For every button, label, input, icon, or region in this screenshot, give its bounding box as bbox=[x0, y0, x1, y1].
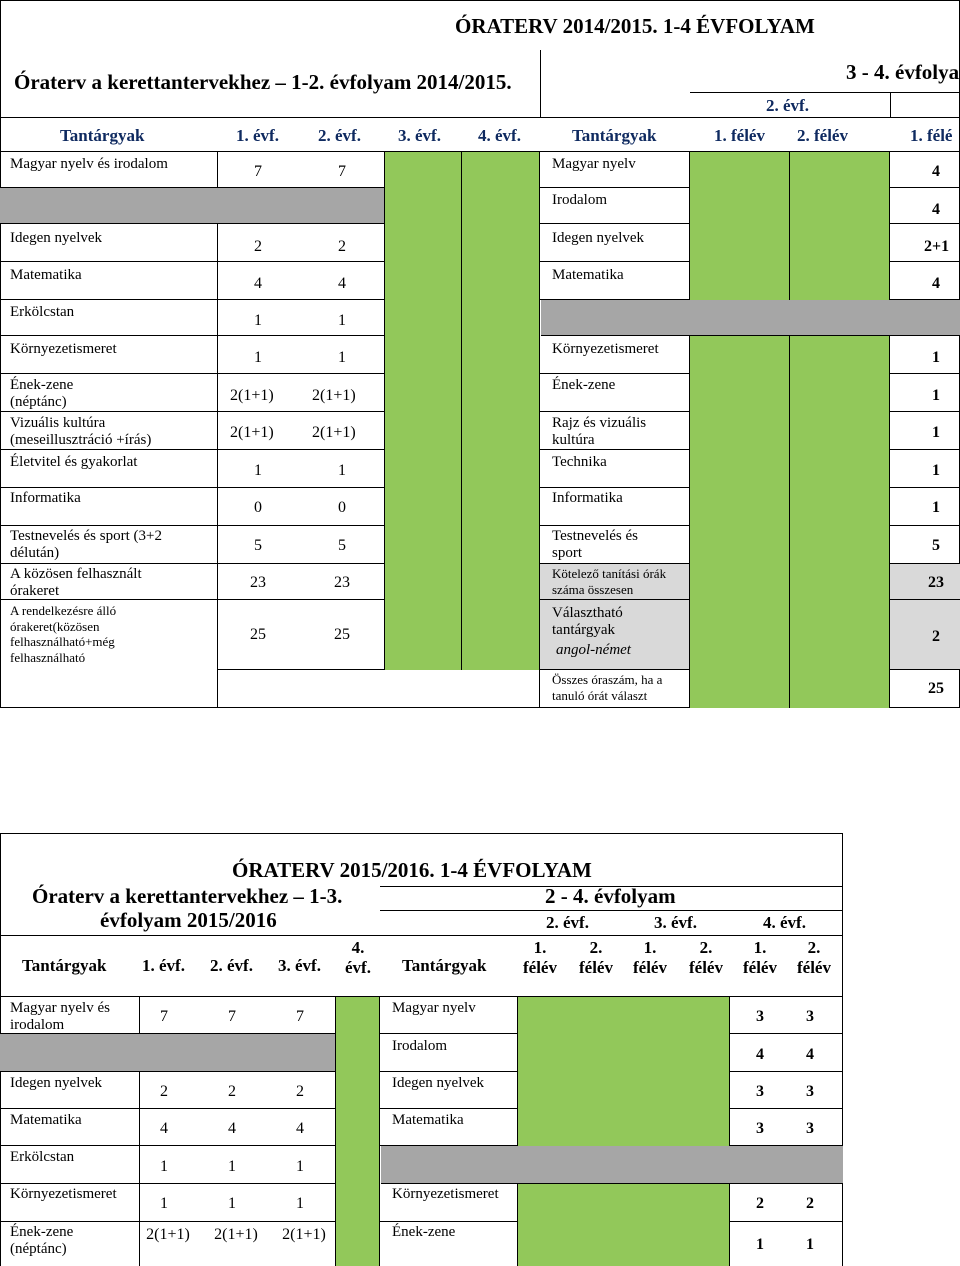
subject-label-right: Idegen nyelvek bbox=[552, 230, 645, 246]
header-year-2: 2. évf. bbox=[210, 956, 253, 975]
value-right: 25 bbox=[928, 680, 944, 697]
value-year-2: 1 bbox=[228, 1195, 236, 1212]
header-year-2: 2. évf. bbox=[318, 126, 361, 145]
header-subjects: Tantárgyak bbox=[60, 126, 145, 145]
table-title: ÓRATERV 2015/2016. 1-4 ÉVFOLYAM bbox=[232, 858, 592, 882]
divider bbox=[0, 935, 843, 936]
header-subjects: Tantárgyak bbox=[22, 956, 107, 975]
subject-label: Magyar nyelv és irodalom bbox=[10, 1000, 110, 1034]
value-year-3: 1 bbox=[296, 1195, 304, 1212]
header-semester: 1. félév bbox=[743, 938, 777, 977]
value-year-3: 1 bbox=[296, 1158, 304, 1175]
value-year-1: 0 bbox=[254, 499, 262, 516]
value-year-3: 4 bbox=[296, 1120, 304, 1137]
value-year-1: 1 bbox=[254, 462, 262, 479]
cell bbox=[730, 1222, 843, 1266]
value-right: 2 bbox=[932, 628, 940, 645]
value-right: 1 bbox=[932, 424, 940, 441]
cell bbox=[730, 1109, 843, 1146]
value-year-2: 25 bbox=[334, 626, 350, 643]
cell bbox=[730, 1034, 843, 1072]
value-year-1: 2 bbox=[254, 238, 262, 255]
year-label: 4. évf. bbox=[763, 913, 806, 932]
value-right: 5 bbox=[932, 537, 940, 554]
green-column bbox=[518, 997, 730, 1266]
subject-label-right: Idegen nyelvek bbox=[392, 1075, 485, 1091]
value-year-1: 25 bbox=[250, 626, 266, 643]
year-label: 2. évf. bbox=[546, 913, 589, 932]
subject-label-right: angol-német bbox=[556, 642, 631, 658]
value-right: 1 bbox=[932, 349, 940, 366]
subject-label: Életvitel és gyakorlat bbox=[10, 454, 138, 470]
subject-label-right: Kötelező tanítási órák száma összesen bbox=[552, 566, 667, 597]
subject-label-right: Rajz és vizuális kultúra bbox=[552, 415, 647, 449]
value-year-2: 1 bbox=[228, 1158, 236, 1175]
value-year-1: 2(1+1) bbox=[146, 1226, 190, 1243]
header-year-4: 4. évf. bbox=[345, 938, 371, 977]
value-year-1: 23 bbox=[250, 574, 266, 591]
subject-label-right: Testnevelés és sport bbox=[552, 528, 639, 562]
header-year-1: 1. évf. bbox=[142, 956, 185, 975]
subject-label-right: Választható tantárgyak bbox=[552, 605, 623, 639]
header-year-3: 3. évf. bbox=[398, 126, 441, 145]
subject-label-right: Matematika bbox=[392, 1112, 464, 1128]
subject-label: Ének-zene (néptánc) bbox=[10, 377, 74, 411]
value-year-2: 7 bbox=[338, 163, 346, 180]
subject-label: Környezetismeret bbox=[10, 1186, 117, 1202]
cell bbox=[140, 1072, 336, 1109]
grey-row bbox=[381, 1146, 843, 1184]
cell bbox=[730, 997, 843, 1034]
value-year-1: 2(1+1) bbox=[230, 424, 274, 441]
subject-label: Matematika bbox=[10, 1112, 82, 1128]
subject-label-right: Informatika bbox=[552, 490, 623, 506]
value-semester-1: 4 bbox=[756, 1046, 764, 1063]
subject-label: A rendelkezésre álló órakeret(közösen felhasználható+még felhasználható bbox=[10, 603, 117, 665]
subject-label-right: Magyar nyelv bbox=[552, 156, 636, 172]
header-semester: 1. félév bbox=[633, 938, 667, 977]
value-year-1: 2(1+1) bbox=[230, 387, 274, 404]
value-year-2: 4 bbox=[338, 275, 346, 292]
value-year-2: 2(1+1) bbox=[312, 424, 356, 441]
cell bbox=[730, 1184, 843, 1222]
subject-label-right: Ének-zene bbox=[392, 1224, 456, 1240]
right-year-label: 2. évf. bbox=[766, 96, 809, 115]
cell bbox=[140, 997, 336, 1034]
header-subjects-right: Tantárgyak bbox=[572, 126, 657, 145]
value-year-2: 2(1+1) bbox=[214, 1226, 258, 1243]
subject-label: Vizuális kultúra (meseillusztráció +írás) bbox=[10, 415, 152, 449]
value-right: 1 bbox=[932, 387, 940, 404]
subject-label: Idegen nyelvek bbox=[10, 1075, 103, 1091]
value-year-3: 7 bbox=[296, 1008, 304, 1025]
subject-label-right: Irodalom bbox=[392, 1038, 447, 1054]
cell bbox=[140, 1109, 336, 1146]
subject-label: Magyar nyelv és irodalom bbox=[10, 156, 168, 172]
divider bbox=[380, 910, 843, 911]
value-semester-2: 3 bbox=[806, 1008, 814, 1025]
value-year-1: 1 bbox=[160, 1195, 168, 1212]
subject-label-right: Irodalom bbox=[552, 192, 607, 208]
grey-row bbox=[0, 1034, 336, 1072]
value-right: 1 bbox=[932, 462, 940, 479]
value-year-2: 23 bbox=[334, 574, 350, 591]
subject-label: A közösen felhasznált órakeret bbox=[10, 566, 142, 600]
subject-label: Idegen nyelvek bbox=[10, 230, 103, 246]
value-right: 4 bbox=[932, 275, 940, 292]
value-year-1: 5 bbox=[254, 537, 262, 554]
subject-label: Ének-zene (néptánc) bbox=[10, 1224, 74, 1258]
header-semester: 2. félév bbox=[797, 938, 831, 977]
table-title: ÓRATERV 2014/2015. 1-4 ÉVFOLYAM bbox=[455, 14, 815, 38]
left-section-title: évfolyam 2015/2016 bbox=[100, 908, 277, 932]
header-semester-1: 1. félév bbox=[714, 126, 765, 145]
header-semester: 2. félév bbox=[689, 938, 723, 977]
header-year-4: 4. évf. bbox=[478, 126, 521, 145]
value-year-1: 2 bbox=[160, 1083, 168, 1100]
value-year-2: 0 bbox=[338, 499, 346, 516]
value-year-1: 1 bbox=[254, 312, 262, 329]
value-semester-1: 2 bbox=[756, 1195, 764, 1212]
value-year-3: 2(1+1) bbox=[282, 1226, 326, 1243]
value-year-2: 2 bbox=[338, 238, 346, 255]
subject-label: Testnevelés és sport (3+2 délután) bbox=[10, 528, 162, 562]
left-section-title: Óraterv a kerettantervekhez – 1-2. évfolyam 2014/2015. bbox=[14, 70, 512, 94]
value-year-2: 1 bbox=[338, 349, 346, 366]
year-label: 3. évf. bbox=[654, 913, 697, 932]
value-right: 2+1 bbox=[924, 238, 950, 255]
value-semester-2: 2 bbox=[806, 1195, 814, 1212]
subject-label-right: Matematika bbox=[552, 267, 624, 283]
value-year-1: 4 bbox=[254, 275, 262, 292]
value-semester-2: 4 bbox=[806, 1046, 814, 1063]
subject-label-right: Ének-zene bbox=[552, 377, 616, 393]
value-right: 4 bbox=[932, 201, 940, 218]
cell bbox=[140, 1146, 336, 1184]
subject-label-right: Környezetismeret bbox=[552, 341, 659, 357]
value-year-2: 1 bbox=[338, 312, 346, 329]
header-semester-3: 1. félé bbox=[910, 126, 953, 145]
value-year-1: 7 bbox=[254, 163, 262, 180]
value-right: 4 bbox=[932, 163, 940, 180]
subject-label-right: Technika bbox=[552, 454, 607, 470]
value-year-1: 1 bbox=[160, 1158, 168, 1175]
header-semester: 2. félév bbox=[579, 938, 613, 977]
right-section-title: 3 - 4. évfolya bbox=[846, 60, 960, 84]
subject-label: Matematika bbox=[10, 267, 82, 283]
value-year-1: 1 bbox=[254, 349, 262, 366]
header-subjects-right: Tantárgyak bbox=[402, 956, 487, 975]
subject-label-right: Magyar nyelv bbox=[392, 1000, 476, 1016]
subject-label: Informatika bbox=[10, 490, 81, 506]
value-year-2: 2 bbox=[228, 1083, 236, 1100]
subject-label: Erkölcstan bbox=[10, 304, 75, 320]
header-semester-2: 2. félév bbox=[797, 126, 848, 145]
value-right: 1 bbox=[932, 499, 940, 516]
value-semester-1: 3 bbox=[756, 1008, 764, 1025]
value-semester-1: 1 bbox=[756, 1236, 764, 1253]
value-right: 23 bbox=[928, 574, 944, 591]
left-section-title: Óraterv a kerettantervekhez – 1-3. bbox=[32, 884, 343, 908]
value-semester-2: 3 bbox=[806, 1083, 814, 1100]
header-year-1: 1. évf. bbox=[236, 126, 279, 145]
value-semester-1: 3 bbox=[756, 1083, 764, 1100]
subject-label-right: Összes óraszám, ha a tanuló órát választ bbox=[552, 672, 663, 703]
value-year-2: 1 bbox=[338, 462, 346, 479]
cell bbox=[140, 1184, 336, 1222]
subject-label-right: Környezetismeret bbox=[392, 1186, 499, 1202]
value-year-3: 2 bbox=[296, 1083, 304, 1100]
value-year-2: 7 bbox=[228, 1008, 236, 1025]
cell bbox=[730, 1072, 843, 1109]
header-semester: 1. félév bbox=[523, 938, 557, 977]
value-year-1: 7 bbox=[160, 1008, 168, 1025]
value-year-2: 2(1+1) bbox=[312, 387, 356, 404]
right-section-title: 2 - 4. évfolyam bbox=[545, 884, 676, 908]
header-year-3: 3. évf. bbox=[278, 956, 321, 975]
value-year-2: 4 bbox=[228, 1120, 236, 1137]
subject-label: Környezetismeret bbox=[10, 341, 117, 357]
green-column bbox=[336, 997, 380, 1266]
value-semester-2: 1 bbox=[806, 1236, 814, 1253]
value-year-2: 5 bbox=[338, 537, 346, 554]
value-semester-1: 3 bbox=[756, 1120, 764, 1137]
subject-label: Erkölcstan bbox=[10, 1149, 75, 1165]
value-semester-2: 3 bbox=[806, 1120, 814, 1137]
value-year-1: 4 bbox=[160, 1120, 168, 1137]
